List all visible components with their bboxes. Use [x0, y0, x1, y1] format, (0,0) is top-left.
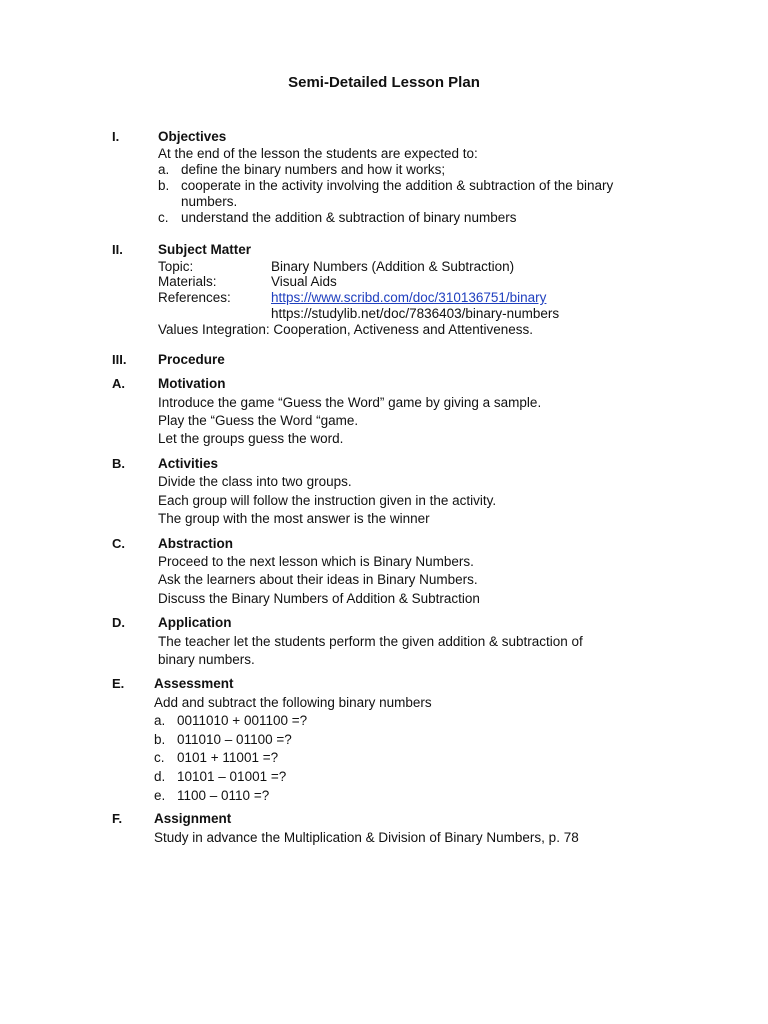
objective-item-continued: numbers.	[181, 194, 238, 209]
motivation-line: Play the “Guess the Word “game.	[158, 413, 359, 428]
objective-marker: c.	[158, 210, 169, 225]
values-integration: Values Integration: Cooperation, Activeness and Attentiveness.	[158, 322, 533, 337]
subsection-heading-assignment: Assignment	[154, 811, 232, 826]
section-heading-subject-matter: Subject Matter	[158, 242, 252, 257]
materials-value: Visual Aids	[271, 274, 337, 289]
topic-value: Binary Numbers (Addition & Subtraction)	[271, 259, 515, 274]
subsection-heading-application: Application	[158, 615, 232, 630]
assessment-marker: d.	[154, 769, 166, 784]
materials-label: Materials:	[158, 274, 217, 289]
section-heading-objectives: Objectives	[158, 129, 227, 144]
subsection-heading-abstraction: Abstraction	[158, 536, 234, 551]
objectives-intro: At the end of the lesson the students are expected to:	[158, 146, 478, 161]
activities-line: Each group will follow the instruction given in the activity.	[158, 493, 497, 508]
objective-item: define the binary numbers and how it works;	[181, 162, 446, 177]
subsection-heading-assessment: Assessment	[154, 676, 234, 691]
application-line: binary numbers.	[158, 652, 255, 667]
subsection-heading-motivation: Motivation	[158, 376, 226, 391]
reference-studylib: https://studylib.net/doc/7836403/binary-numbers	[271, 306, 560, 321]
subsection-number-activities: B.	[112, 456, 125, 471]
section-number-procedure: III.	[112, 352, 127, 367]
objective-marker: b.	[158, 178, 170, 193]
topic-label: Topic:	[158, 259, 194, 274]
subsection-number-application: D.	[112, 615, 125, 630]
subsection-number-assessment: E.	[112, 676, 125, 691]
activities-line: Divide the class into two groups.	[158, 474, 352, 489]
subsection-number-assignment: F.	[112, 811, 123, 826]
objective-item: cooperate in the activity involving the addition & subtraction of the binary	[181, 178, 614, 193]
assessment-item: 0011010 + 001100 =?	[177, 713, 308, 728]
assessment-intro: Add and subtract the following binary numbers	[154, 695, 432, 710]
motivation-line: Let the groups guess the word.	[158, 431, 344, 446]
section-heading-procedure: Procedure	[158, 352, 225, 367]
assessment-marker: b.	[154, 732, 166, 747]
assignment-text: Study in advance the Multiplication & Division of Binary Numbers, p. 78	[154, 830, 579, 845]
section-number-subject-matter: II.	[112, 242, 123, 257]
section-number-objectives: I.	[112, 129, 120, 144]
assessment-marker: a.	[154, 713, 166, 728]
assessment-marker: c.	[154, 750, 165, 765]
subsection-heading-activities: Activities	[158, 456, 219, 471]
abstraction-line: Ask the learners about their ideas in Binary Numbers.	[158, 572, 478, 587]
objective-marker: a.	[158, 162, 170, 177]
subsection-number-motivation: A.	[112, 376, 125, 391]
objective-item: understand the addition & subtraction of binary numbers	[181, 210, 517, 225]
references-label: References:	[158, 290, 231, 305]
assessment-item: 0101 + 11001 =?	[177, 750, 279, 765]
abstraction-line: Proceed to the next lesson which is Binary Numbers.	[158, 554, 474, 569]
assessment-item: 011010 – 01100 =?	[177, 732, 292, 747]
abstraction-line: Discuss the Binary Numbers of Addition & Subtraction	[158, 591, 480, 606]
application-line: The teacher let the students perform the given addition & subtraction of	[158, 634, 583, 649]
assessment-marker: e.	[154, 788, 166, 803]
page-title: Semi-Detailed Lesson Plan	[288, 74, 480, 91]
subsection-number-abstraction: C.	[112, 536, 125, 551]
motivation-line: Introduce the game “Guess the Word” game by giving a sample.	[158, 395, 542, 410]
reference-link-scribd[interactable]: https://www.scribd.com/doc/310136751/binary	[271, 290, 547, 305]
assessment-item: 1100 – 0110 =?	[177, 788, 270, 803]
assessment-item: 10101 – 01001 =?	[177, 769, 287, 784]
activities-line: The group with the most answer is the winner	[158, 511, 430, 526]
